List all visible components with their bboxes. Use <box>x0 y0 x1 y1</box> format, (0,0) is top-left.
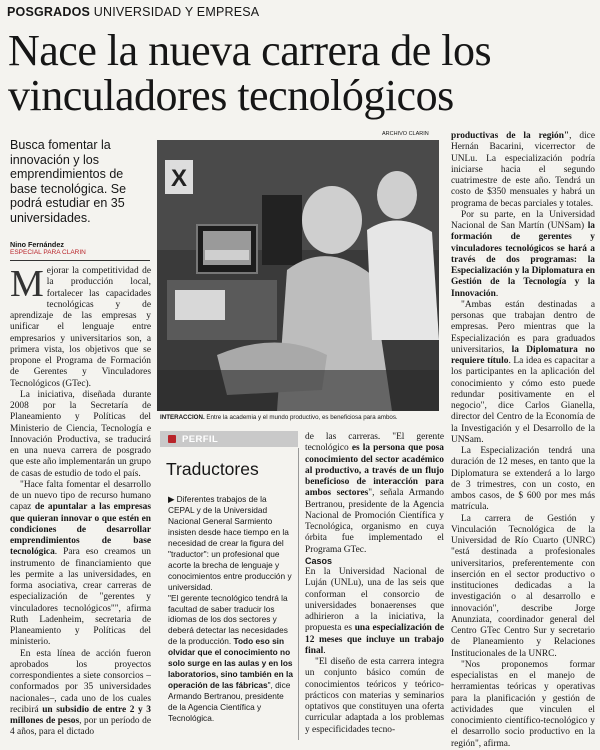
drop-cap: M <box>10 263 44 305</box>
col1-para-2: La iniciativa, diseñada durante 2008 por la Secretaría de Planeamiento y Políticas del Ministerio de Ciencia, Tecnología e Innovación Productiva, se traducirá en una nueva carrera de posgrado que este año implementarán un grupo de casas de estudio de todo el país. <box>10 389 151 479</box>
col3-para-1: de las carreras. "El gerente tecnológico es la persona que posa conocimiento del sector académico al productivo, a través de un flujo beneficioso de interacción para ambos sectores", señala Armando Bertranou, presidente de la Agencia Nacional de Promoción Científica y Tecnológica, organismo en cuya órbita fue implementado el Programa GTec. <box>305 432 444 555</box>
perfil-label: PERFIL <box>182 434 219 445</box>
section-label-bold: POSGRADOS <box>7 5 91 19</box>
article-photo <box>157 140 439 411</box>
col3-para-2: En la Universidad Nacional de Luján (UNLu), una de las seis que conforman el consorcio de universidades bonaerenses que adhirieron a la iniciativa, la propuesta es una especialización de 12 meses que incluye un trabajo final. <box>305 567 444 656</box>
col1-para-4: En esta línea de acción fueron aprobados los proyectos correspondientes a siete consorcios –conformados por 35 universidades nacionales–, cada uno de los cuales recibirá un subsidio de entre 2 y 3 millones de pesos, por un período de 4 años, para el dictado <box>10 648 152 738</box>
col4-para-1: productivas de la región", dice Hernán Bacarini, vicerrector de UNLu. La especialización podría iniciarse hacia el segundo cuatrimestre de este año. Tendrá un costo de $350 mensuales y habrá un programa de becas parciales y totales. <box>451 131 595 209</box>
divider <box>10 260 150 261</box>
perfil-body <box>168 494 295 734</box>
headline-line-1: Nace la nueva carrera de los <box>8 26 492 75</box>
section-label <box>7 5 259 19</box>
perfil-title: Traductores <box>166 459 259 479</box>
col4-para-6: "Nos proponemos formar especialistas en el manejo de herramientas teóricas y operativas para la planificación y gestión de actividades que vinculen el conocimiento científico-tecnológico y el desarrollo socio productivo en la región", afirma. <box>451 659 595 749</box>
section-label-rest: UNIVERSIDAD Y EMPRESA <box>90 5 260 19</box>
author-name: Nino Fernández <box>10 240 64 249</box>
author-role: ESPECIAL PARA CLARIN <box>10 249 86 256</box>
col4-para-5: La carrera de Gestión y Vinculación Tecnológica de la Universidad de Río Cuarto (UNRC) "está destinada a profesionales universitarios, preferentemente con inserción en el sector productivo o instituciones dedicadas a la investigación o al desarrollo e innovación", describe Jorge Anunziata, coordinador general del Centro GTec Centro Sur y secretario de Planeamiento y Relaciones Institucionales de la UNRC. <box>451 513 595 659</box>
perfil-header-bar <box>160 431 298 447</box>
photo-credit: ARCHIVO CLARIN <box>382 131 429 137</box>
col4-para-2: Por su parte, en la Universidad Nacional de San Martín (UNSam) la formación de gerentes y vinculadores tecnológicos se hará a través de dos programas: la Especialización y la Diplomatura en Gestión de la Tecnología y la Innovación. <box>451 209 595 299</box>
column-4 <box>451 131 595 749</box>
col1-para-3: "Hace falta fomentar el desarrollo de un nuevo tipo de recurso humano capaz de apuntalar a las empresas que quieran innovar o que estén en condiciones de desarrollar emprendimientos de base tecnológica. Para eso creamos un instrumento de financiamiento que les permite a las universidades, en forma asociativa, crear carreras de especialización de "gerentes y vinculadores tecnológicos"", afirma Ruth Ladenheim, secretaria de Planeamiento y Políticas del ministerio. <box>10 479 151 648</box>
column-1 <box>10 263 152 738</box>
perfil-para-1: ▶ Diferentes trabajos de la CEPAL y de la Universidad Nacional General Sarmiento insisten desde hace tiempo en la necesidad de crear la figura del "traductor": un profesional que acorte la brecha de lenguaje y conocimientos entre producción y universidad. <box>168 494 292 592</box>
photo-illustration <box>157 140 439 411</box>
col3-para-3: "El diseño de esta carrera integra un conjunto básico común de conocimientos teóricos y teórico-prácticos con materias y seminarios optativos que constituyen una oferta curricular adaptada a los problemas y especificidades tecno- <box>305 657 444 735</box>
col3-subhead: Casos <box>305 555 333 566</box>
perfil-marker-icon <box>168 435 176 443</box>
svg-text:X: X <box>170 165 188 192</box>
column-3 <box>305 432 444 736</box>
headline-line-2: vinculadores tecnológicos <box>8 71 454 120</box>
perfil-para-2: "El gerente tecnológico tendrá la facultad de saber traducir los idiomas de los dos sectores y deberá detectar las necesidades de la producción. Todo eso sin olvidar que el conocimiento no solo surge en las aulas y en los laboratorios, sino también en la operación de las fábricas", dice Armando Bertranou, presidente de la Agencia Científica y Tecnológica. <box>168 592 293 724</box>
lede: Busca fomentar la innovación y los emprendimientos de base tecnológica. Se podrá estudiar en 35 universidades. <box>10 138 127 225</box>
col4-para-3: "Ambas están destinadas a personas que trabajan dentro de empresas. Pero mientras que la Especialización es para graduados universitarios, la Diplomatura no requiere título. La idea es capacitar a los participantes en la aplicación del conocimiento y cómo esto puede redundar positivamente en el negocio", dice Carlos Gianella, director del Centro de la Economía de la Investigación y el Desarrollo de la UNSam. <box>451 299 595 445</box>
headline <box>8 28 598 118</box>
col4-para-4: La Especialización tendrá una duración de 12 meses, en tanto que la Diplomatura se extenderá a lo largo de 3 trimestres, con un costo, en ambos casos, de $ 600 por mes más matrícula. <box>451 446 595 513</box>
col1-para-1: Mejorar la competitividad de la producción local, fortalecer las capacidades tecnológicas y de aprendizaje de las empresas y unificar el lenguaje entre empresarios y universitarios son, a primera vista, los objetivos que se propone el Programa de Formación de Gerentes y Vinculadores Tecnológicos (GTec). <box>10 263 151 389</box>
photo-caption: INTERACCION. Entre la academia y el mundo productivo, es beneficiosa para ambos. <box>160 414 398 421</box>
